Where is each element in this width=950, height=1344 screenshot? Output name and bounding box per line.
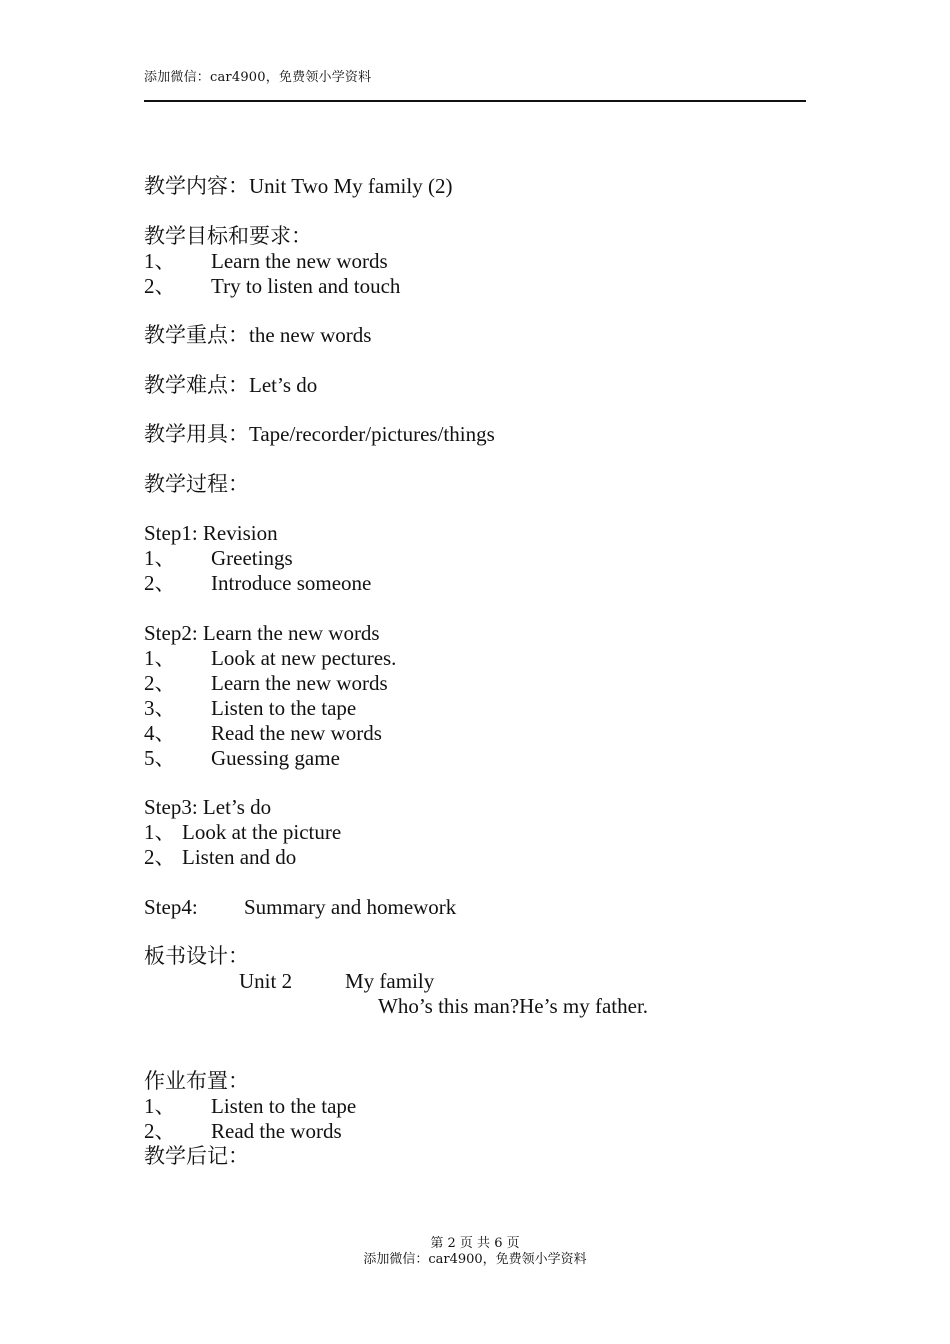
difficult-point: 教学难点：Let’s do xyxy=(144,372,318,397)
list-text: Listen and do xyxy=(182,845,297,869)
list-text: Read the new words xyxy=(211,720,382,745)
list-number: 1、 xyxy=(144,820,176,844)
notes-heading: 教学后记： xyxy=(144,1144,249,1168)
step3-title: Step3: Let’s do xyxy=(144,795,272,819)
board-title: My family xyxy=(345,969,435,993)
list-text: Learn the new words xyxy=(211,248,388,273)
document-body xyxy=(144,174,824,1169)
list-item xyxy=(144,546,824,571)
objectives-heading: 教学目标和要求： xyxy=(144,223,312,248)
list-item xyxy=(144,820,824,845)
board-title-line xyxy=(144,969,824,994)
list-text: Greetings xyxy=(211,546,293,570)
list-number: 2、 xyxy=(144,845,176,869)
list-item xyxy=(144,845,824,870)
list-text: Learn the new words xyxy=(211,670,388,695)
step1-title: Step1: Revision xyxy=(144,521,278,545)
list-item xyxy=(144,249,824,274)
step2-title: Step2: Learn the new words xyxy=(144,620,380,645)
step4-label: Step4: xyxy=(144,894,198,919)
board-heading: 板书设计： xyxy=(144,944,249,968)
page-footer: 添加微信：car4900，免费领小学资料 xyxy=(363,1252,587,1267)
list-number: 1、 xyxy=(144,1094,176,1118)
list-number: 3、 xyxy=(144,695,176,720)
list-number: 2、 xyxy=(144,571,176,595)
list-number: 2、 xyxy=(144,273,176,298)
list-text: Listen to the tape xyxy=(211,695,357,720)
list-text: Introduce someone xyxy=(211,571,372,595)
list-item xyxy=(144,746,824,771)
key-point: 教学重点：the new words xyxy=(144,323,372,347)
list-item xyxy=(144,274,824,299)
list-text: Look at new pectures. xyxy=(211,645,397,670)
step4-line xyxy=(144,895,824,920)
list-number: 5、 xyxy=(144,745,176,770)
page-header: 添加微信：car4900，免费领小学资料 xyxy=(144,70,372,85)
list-item xyxy=(144,696,824,721)
list-item xyxy=(144,671,824,696)
list-text: Guessing game xyxy=(211,745,340,770)
teaching-aids: 教学用具：Tape/recorder/pictures/things xyxy=(144,422,495,446)
process-heading: 教学过程： xyxy=(144,471,249,496)
page-number: 第 2 页 共 6 页 xyxy=(430,1236,520,1251)
list-item xyxy=(144,1094,824,1119)
list-text: Try to listen and touch xyxy=(211,273,401,298)
board-sentence: Who’s this man?He’s my father. xyxy=(378,994,649,1018)
list-item xyxy=(144,646,824,671)
list-number: 2、 xyxy=(144,670,176,695)
board-unit: Unit 2 xyxy=(239,969,293,993)
list-number: 1、 xyxy=(144,248,176,273)
step4-text: Summary and homework xyxy=(244,894,457,919)
list-number: 1、 xyxy=(144,546,176,570)
header-divider xyxy=(144,100,806,102)
list-number: 4、 xyxy=(144,720,176,745)
list-number: 2、 xyxy=(144,1119,176,1143)
list-item xyxy=(144,1119,824,1144)
list-text: Look at the picture xyxy=(182,820,342,844)
list-text: Read the words xyxy=(211,1119,342,1143)
list-text: Listen to the tape xyxy=(211,1094,357,1118)
list-number: 1、 xyxy=(144,645,176,670)
homework-heading: 作业布置： xyxy=(144,1069,249,1093)
lesson-content: 教学内容：Unit Two My family (2) xyxy=(144,174,453,198)
list-item xyxy=(144,721,824,746)
list-item xyxy=(144,571,824,596)
